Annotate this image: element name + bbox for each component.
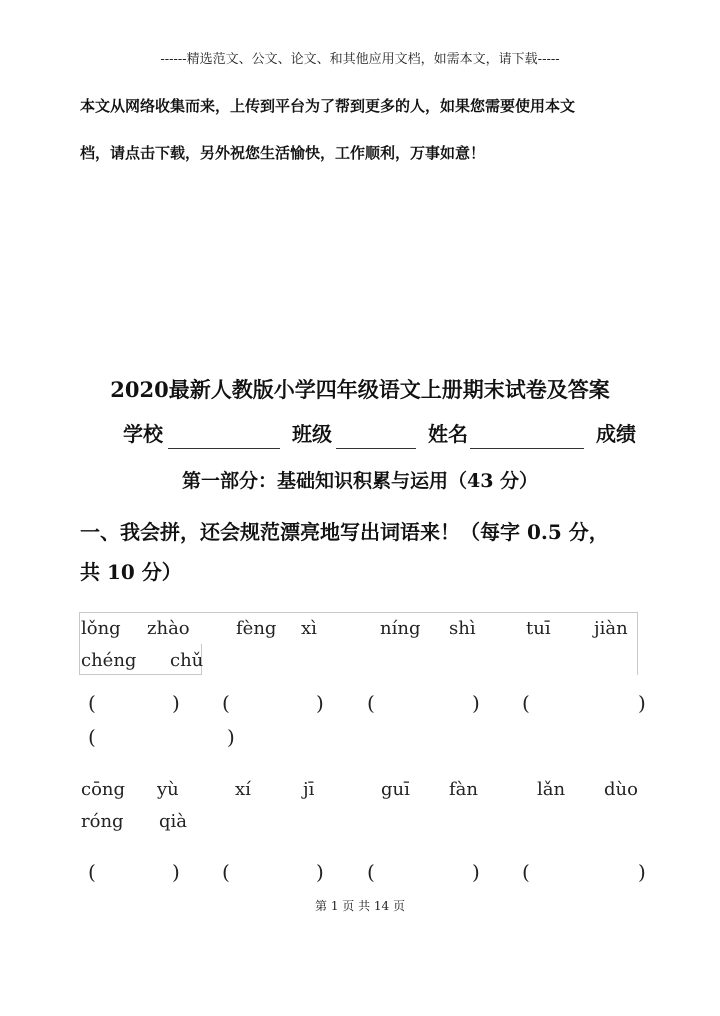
- pinyin: jiàn: [594, 618, 628, 639]
- name-label: 姓名: [428, 422, 468, 446]
- pinyin: níng: [380, 618, 421, 639]
- intro-line-1: 本文从网络收集而来，上传到平台为了帮到更多的人，如果您需要使用本文: [80, 97, 576, 115]
- answer-bracket-close: ): [172, 860, 180, 884]
- answer-bracket-close: ): [316, 691, 324, 715]
- answer-bracket-close: ): [172, 691, 180, 715]
- pinyin: tuī: [526, 618, 551, 639]
- answer-bracket-open: (: [222, 860, 230, 884]
- pinyin: xì: [301, 618, 317, 639]
- pinyin: róng: [81, 811, 124, 832]
- answer-bracket-open: (: [522, 860, 530, 884]
- answer-bracket-open: (: [367, 860, 375, 884]
- answer-bracket-close: ): [472, 691, 480, 715]
- header-note: ------精选范文、公文、论文、和其他应用文档，如需本文，请下载-----: [160, 52, 560, 67]
- pinyin: fèng: [236, 618, 277, 639]
- answer-bracket-open: (: [522, 691, 530, 715]
- score-label: 成绩: [596, 422, 636, 446]
- answer-bracket-open: (: [88, 860, 96, 884]
- class-label: 班级: [292, 422, 332, 446]
- pinyin: jī: [303, 779, 315, 800]
- school-label: 学校: [123, 422, 163, 446]
- answer-bracket-close: ): [638, 691, 646, 715]
- question1-line-2: 共 10 分）: [80, 560, 182, 584]
- pinyin: zhào: [147, 618, 190, 639]
- answer-bracket-close: ): [638, 860, 646, 884]
- pinyin: guī: [381, 779, 410, 800]
- pinyin: cōng: [81, 779, 126, 800]
- answer-bracket-open: (: [367, 691, 375, 715]
- pinyin: lǎn: [537, 779, 566, 800]
- pinyin: chéng: [81, 650, 137, 671]
- part1-heading: 第一部分：基础知识积累与运用（43 分）: [181, 470, 539, 492]
- intro-line-2: 档，请点击下载，另外祝您生活愉快，工作顺利，万事如意！: [80, 144, 486, 162]
- question1-line-1: 一、我会拼，还会规范漂亮地写出词语来！（每字 0.5 分，: [80, 520, 609, 544]
- answer-bracket-open: (: [88, 691, 96, 715]
- pinyin: xí: [235, 779, 251, 800]
- answer-bracket-close: ): [316, 860, 324, 884]
- pinyin: chǔ: [170, 650, 204, 671]
- name-blank[interactable]: [470, 448, 584, 449]
- pinyin: yù: [157, 779, 179, 800]
- pinyin: shì: [449, 618, 476, 639]
- pinyin: qià: [159, 811, 188, 832]
- class-blank[interactable]: [336, 448, 416, 449]
- pinyin: lǒng: [81, 618, 121, 639]
- pinyin: dùo: [604, 779, 638, 800]
- answer-bracket-close: ): [472, 860, 480, 884]
- page-footer: 第 1 页 共 14 页: [315, 899, 405, 913]
- exam-title: 2020最新人教版小学四年级语文上册期末试卷及答案: [110, 377, 610, 402]
- answer-bracket-open: (: [222, 691, 230, 715]
- answer-bracket-close: ): [227, 725, 235, 749]
- pinyin: fàn: [449, 779, 478, 800]
- answer-bracket-open: (: [88, 725, 96, 749]
- school-blank[interactable]: [168, 448, 280, 449]
